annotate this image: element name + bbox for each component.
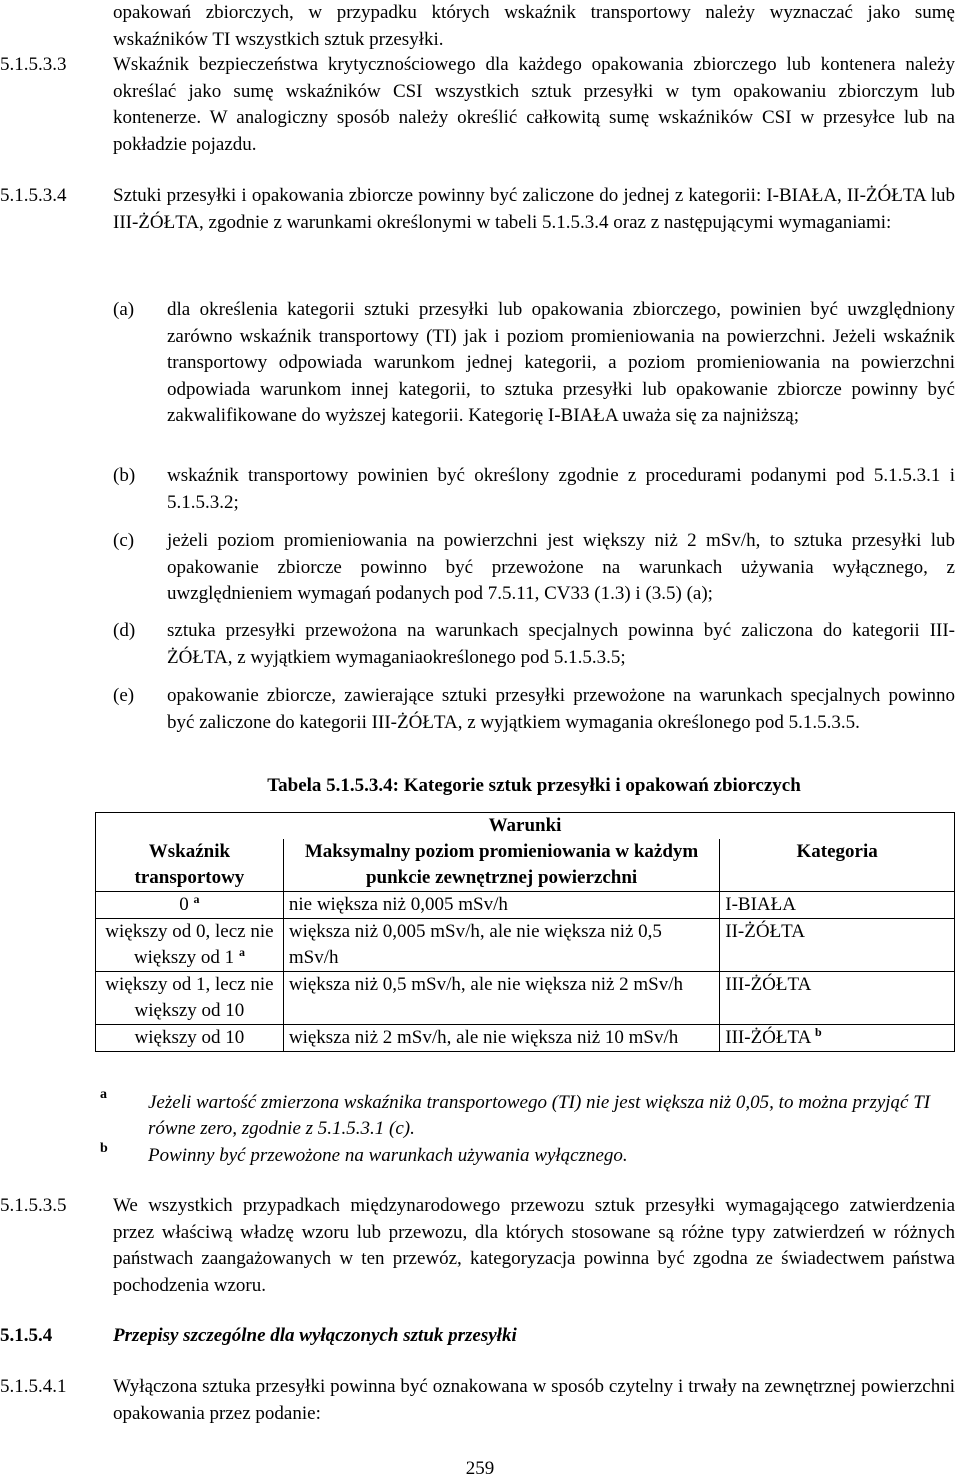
item-label: (b): [113, 465, 136, 486]
category-table: [95, 812, 955, 1052]
heading-title: Przepisy szczególne dla wyłączonych sztuk przesyłki: [113, 1325, 517, 1346]
cell-ti: większy od 1, lecz nie większy od 10: [96, 972, 284, 1025]
section-paragraph: Sztuki przesyłki i opakowania zbiorcze powinny być zaliczone do jednej z kategorii: I-BIAŁA, II-ŻÓŁTA lub III-ŻÓŁTA, zgodnie z warunkami określonymi w tabeli 5.1.5.3.4 oraz z następującymi wymaganiami:: [113, 185, 955, 233]
item-label: (a): [113, 299, 135, 320]
table-group-header: Warunki: [96, 813, 955, 840]
table-caption: Tabela 5.1.5.3.4: Kategorie sztuk przesyłki i opakowań zbiorczych: [267, 775, 801, 796]
cell-level: nie większa niż 0,005 mSv/h: [283, 892, 719, 919]
table-row: [96, 1025, 955, 1052]
item-label: (d): [113, 620, 136, 641]
cell-category: III-ŻÓŁTA $^b$: [720, 1025, 955, 1052]
item-label: (e): [113, 685, 135, 706]
item-text: opakowanie zbiorcze, zawierające sztuki przesyłki przewożone na warunkach specjalnych powinno być zaliczone do kategorii III-ŻÓŁTA, z wyjątkiem wymagania określonego pod 5.1.5.3.5.: [167, 685, 955, 733]
table-row: [96, 919, 955, 972]
section-paragraph: We wszystkich przypadkach międzynarodowego przewozu sztuk przesyłki wymagającego zatwierdzenia przez właściwą władzę wzoru lub przewozu, dla których stosowane są różne typy zatwierdzeń w różnych państwach zaangażowanych w ten przewóz, kategoryzacja powinna być zgodna ze świadectwem państwa pochodzenia wzoru.: [113, 1195, 955, 1296]
section-number: 5.1.5.3.3: [0, 54, 67, 75]
cell-level: większa niż 0,005 mSv/h, ale nie większa niż 0,5 mSv/h: [283, 919, 719, 972]
page-number: 259: [465, 1458, 495, 1479]
cell-ti: większy od 0, lecz nie większy od 1 $^a$: [96, 919, 284, 972]
col-header-level: Maksymalny poziom promieniowania w każdym punkcie zewnętrznej powierzchni: [283, 839, 719, 892]
cell-ti: większy od 10: [96, 1025, 284, 1052]
cell-category: II-ŻÓŁTA: [720, 919, 955, 972]
footnote-text: Jeżeli wartość zmierzona wskaźnika transportowego (TI) nie jest większa niż 0,05, to można przyjąć TI równe zero, zgodnie z 5.1.5.3.1 (c).: [148, 1092, 931, 1139]
item-label: (c): [113, 530, 135, 551]
section-number: 5.1.5.3.4: [0, 185, 67, 206]
item-text: sztuka przesyłki przewożona na warunkach specjalnych powinna być zaliczona do kategorii III-ŻÓŁTA, z wyjątkiem wymaganiaokreślonego pod 5.1.5.3.5;: [167, 620, 955, 668]
section-number: 5.1.5.3.5: [0, 1195, 67, 1216]
col-header-category: Kategoria: [720, 839, 955, 892]
item-text: dla określenia kategorii sztuki przesyłki lub opakowania zbiorczego, powinien być uwzględniony zarówno wskaźnik transportowy (TI) jak i poziom promieniowania na powierzchni. Jeżeli wskaźnik transportowy odpowiada warunkom jednej kategorii, a poziom promieniowania na powierzchni odpowiada warunkom innej kategorii, to sztuka przesyłki lub opakowanie zbiorcze powinny być zakwalifikowane do wyższej kategorii. Kategorię I-BIAŁA uważa się za najniższą;: [167, 299, 955, 426]
footnote-mark: a: [100, 1087, 107, 1102]
cell-ti: 0 $^a$: [96, 892, 284, 919]
cell-level: większa niż 0,5 mSv/h, ale nie większa niż 2 mSv/h: [283, 972, 719, 1025]
heading-number: 5.1.5.4: [0, 1325, 53, 1346]
intro-paragraph: opakowań zbiorczych, w przypadku których wskaźnik transportowy należy wyznaczać jako sumę wskaźników TI wszystkich sztuk przesyłki.: [113, 2, 955, 50]
cell-category: I-BIAŁA: [720, 892, 955, 919]
footnote-mark: b: [100, 1141, 108, 1156]
item-text: wskaźnik transportowy powinien być określony zgodnie z procedurami podanymi pod 5.1.5.3.1 i 5.1.5.3.2;: [167, 465, 955, 513]
item-text: jeżeli poziom promieniowania na powierzchni jest większy niż 2 mSv/h, to sztuka przesyłki lub opakowanie zbiorcze powinno być przewożone na warunkach używania wyłącznego, z uwzględnieniem wymagań podanych pod 7.5.11, CV33 (1.3) i (3.5) (a);: [167, 530, 955, 604]
footnote-text: Powinny być przewożone na warunkach używania wyłącznego.: [148, 1145, 628, 1166]
section-paragraph: Wyłączona sztuka przesyłki powinna być oznakowana w sposób czytelny i trwały na zewnętrznej powierzchni opakowania przez podanie:: [113, 1376, 955, 1424]
section-paragraph: Wskaźnik bezpieczeństwa krytycznościowego dla każdego opakowania zbiorczego lub kontenera należy określać jako sumę wskaźników CSI wszystkich sztuk przesyłki w tym opakowaniu zbiorczym lub kontenerze. W analogiczny sposób należy określić całkowitą sumę wskaźników CSI w przesyłce lub na pokładzie pojazdu.: [113, 54, 955, 155]
col-header-ti: Wskaźnik transportowy: [96, 839, 284, 892]
table-row: [96, 892, 955, 919]
table-row: [96, 972, 955, 1025]
cell-level: większa niż 2 mSv/h, ale nie większa niż 10 mSv/h: [283, 1025, 719, 1052]
cell-category: III-ŻÓŁTA: [720, 972, 955, 1025]
section-number: 5.1.5.4.1: [0, 1376, 67, 1397]
